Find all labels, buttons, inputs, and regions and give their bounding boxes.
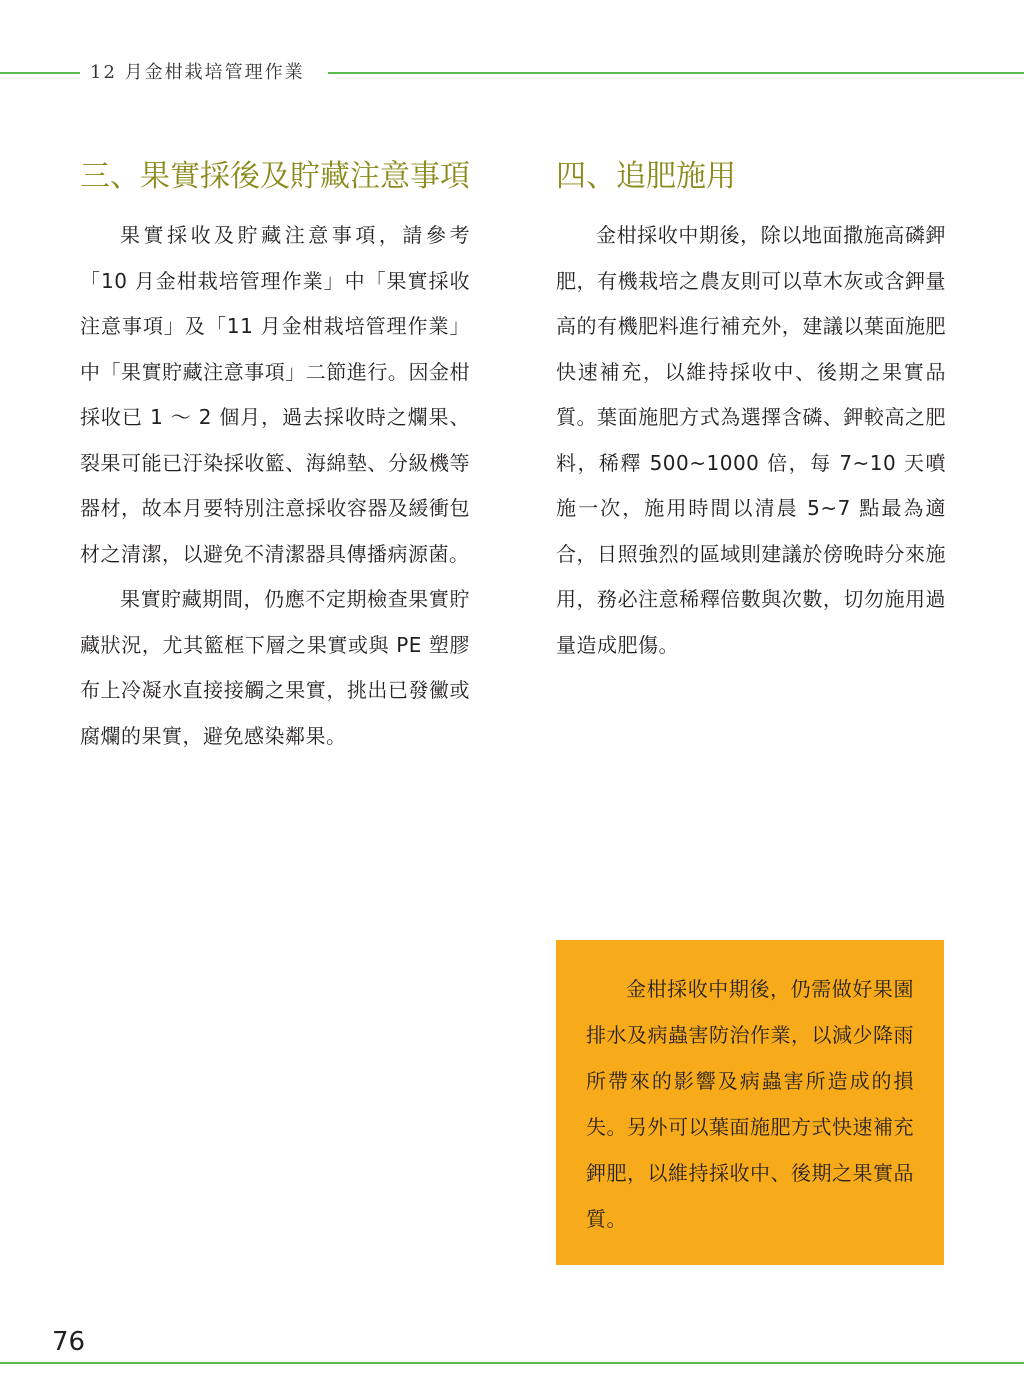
footer-rule <box>0 1362 1024 1364</box>
paragraph-harvest-cleaning: 果實採收及貯藏注意事項，請參考「10 月金柑栽培管理作業」中「果實採收注意事項」及「11 月金柑栽培管理作業」中「果實貯藏注意事項」二節進行。因金柑採收已 1 ～ 2 個月，過去採收時之爛果、裂果可能已汙染採收籃、海綿墊、分級機等器材，故本月要特別注意採收容器及緩衝包材之清潔，以避免不清潔器具傳播病源菌。 <box>80 223 470 566</box>
paragraph-storage-inspection: 果實貯藏期間，仍應不定期檢查果實貯藏狀況，尤其籃框下層之果實或與 PE 塑膠布上冷凝水直接接觸之果實，挑出已發黴或腐爛的果實，避免感染鄰果。 <box>80 587 470 748</box>
section-heading-fertilizer: 四、追肥施用 <box>556 159 736 194</box>
paragraph-foliar-fertilizer: 金柑採收中期後，除以地面撒施高磷鉀肥，有機栽培之農友則可以草木灰或含鉀量高的有機肥料進行補充外，建議以葉面施肥快速補充，以維持採收中、後期之果實品質。葉面施肥方式為選擇含磷、鉀較高之肥料，稀釋 500~1000 倍，每 7~10 天噴施一次，施用時間以清晨 5~7 點最為適合，日照強烈的區域則建議於傍晚時分來施用，務必注意稀釋倍數與次數，切勿施用過量造成肥傷。 <box>556 223 946 657</box>
note-box-text: 金柑採收中期後，仍需做好果園排水及病蟲害防治作業，以減少降雨所帶來的影響及病蟲害所造成的損失。另外可以葉面施肥方式快速補充鉀肥，以維持採收中、後期之果實品質。 <box>586 977 914 1231</box>
section-heading-post-harvest: 三、果實採後及貯藏注意事項 <box>80 159 470 194</box>
highlight-note-box <box>556 940 944 1265</box>
header-rule-right <box>328 72 1024 74</box>
page-number: 76 <box>52 1327 86 1357</box>
running-header-title: 12 月金柑栽培管理作業 <box>90 62 305 83</box>
left-column <box>80 155 470 759</box>
right-column <box>556 155 946 668</box>
header-rule-left <box>0 72 80 74</box>
